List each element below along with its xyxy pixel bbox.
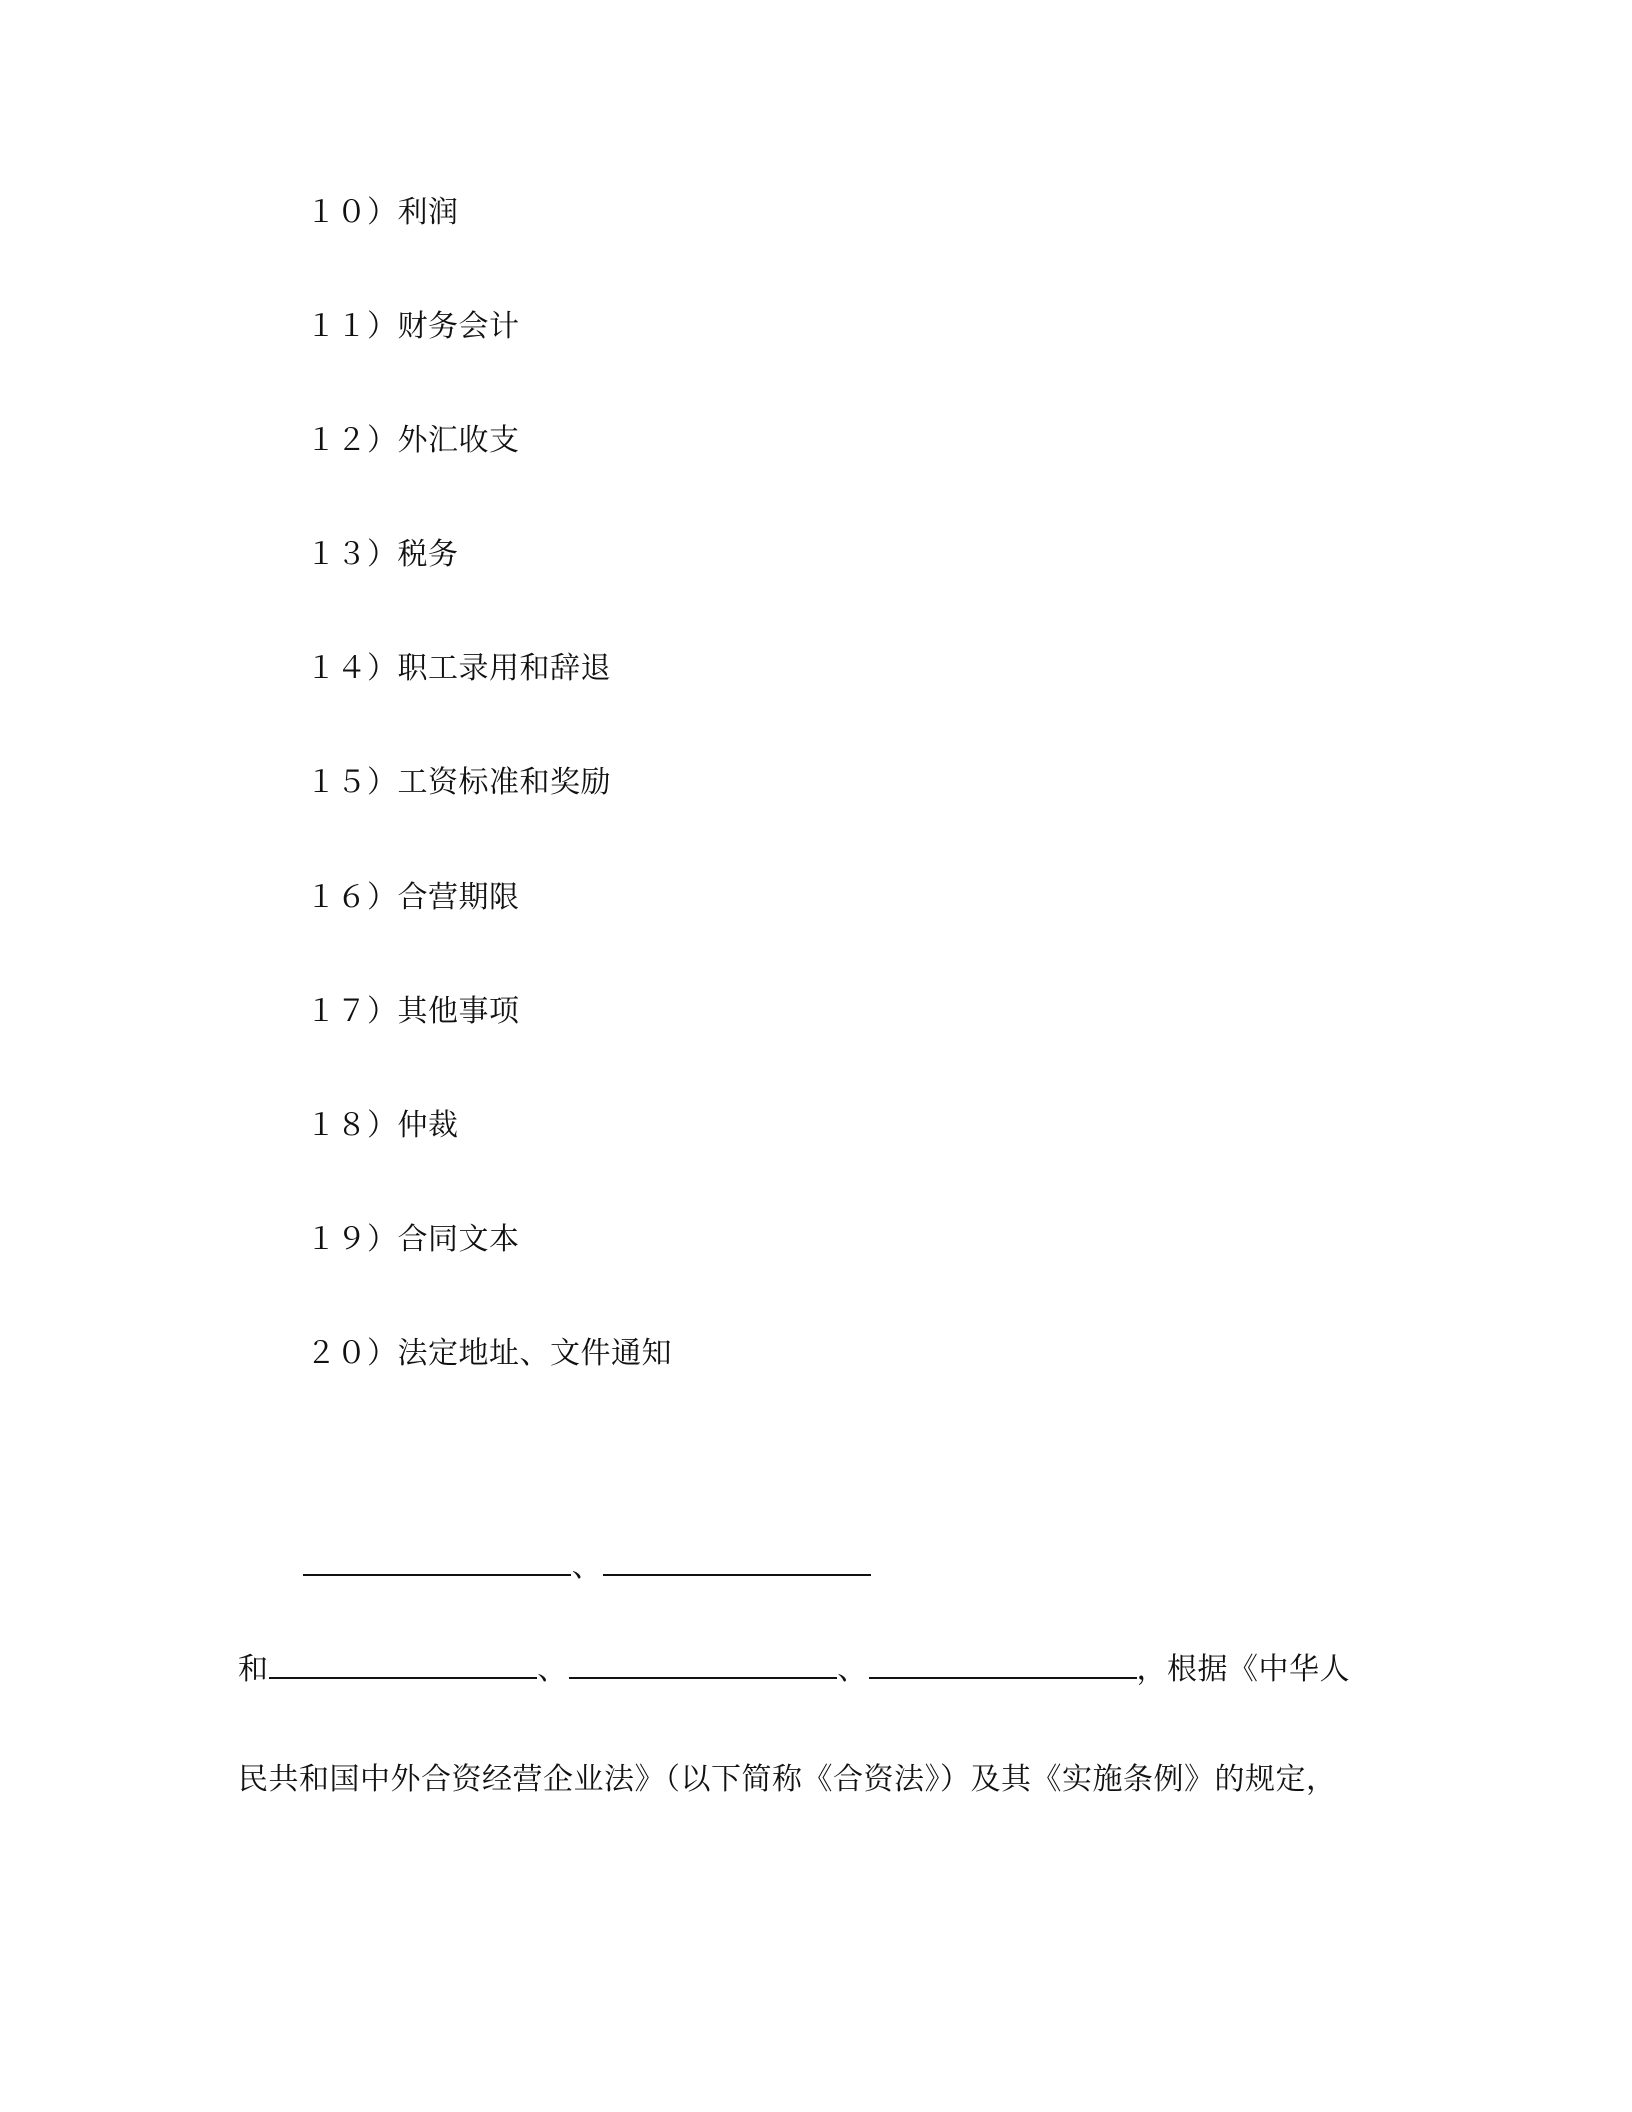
party-blank-2[interactable] [603,1542,871,1576]
preamble-line-3: 民共和国中外合资经营企业法》（以下简称《合资法》）及其《实施条例》的规定， [238,1762,1337,1797]
party-blank-3[interactable] [269,1645,537,1679]
separator: 、 [837,1652,868,1687]
separator: 、 [571,1549,603,1584]
toc-item-11: １１）财务会计 [306,309,520,344]
preamble-line-1 [303,1542,871,1587]
toc-item-13: １３）税务 [306,537,459,572]
preamble-text-suffix: ，根据《中华人 [1136,1652,1350,1687]
party-blank-5[interactable] [869,1645,1137,1679]
conjunction-text: 和 [238,1652,269,1687]
party-blank-1[interactable] [303,1542,571,1576]
party-blank-4[interactable] [569,1645,837,1679]
toc-item-16: １６）合营期限 [306,880,520,915]
toc-item-20: ２０）法定地址、文件通知 [306,1336,672,1371]
preamble-line-2 [238,1645,1350,1690]
toc-item-12: １２）外汇收支 [306,423,520,458]
toc-item-19: １９）合同文本 [306,1222,520,1257]
separator: 、 [537,1652,568,1687]
toc-item-18: １８）仲裁 [306,1108,459,1143]
toc-item-14: １４）职工录用和辞退 [306,651,611,686]
toc-item-10: １０）利润 [306,195,459,230]
toc-item-15: １５）工资标准和奖励 [306,765,611,800]
toc-item-17: １７）其他事项 [306,994,520,1029]
